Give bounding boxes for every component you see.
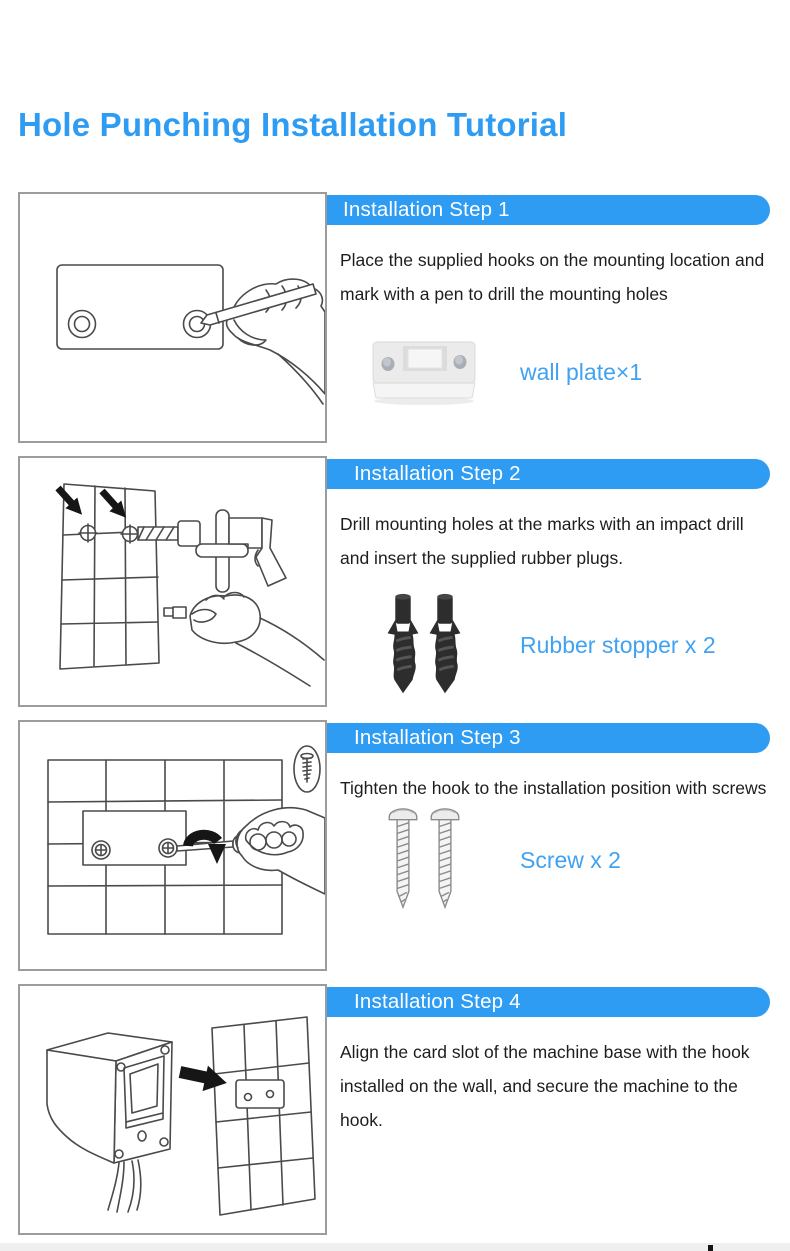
step-4-illustration-box	[18, 984, 327, 1235]
step-2-product-row	[327, 591, 770, 699]
step-3-row	[18, 720, 767, 971]
step-4-banner: Installation Step 4	[327, 987, 770, 1017]
wall-plate-photo-icon	[327, 335, 520, 409]
machine-mounting-illustration-icon	[20, 986, 325, 1233]
screw-count-label: Screw x 2	[520, 846, 621, 873]
step-2-description: Drill mounting holes at the marks with an impact drill and insert the supplied rubber plugs.	[340, 514, 744, 568]
step-1-illustration-box	[18, 192, 327, 443]
screwdriver-illustration-icon	[20, 722, 325, 969]
step-2-banner: Installation Step 2	[327, 459, 770, 489]
page-bottom-divider	[0, 1243, 790, 1251]
step-2-content	[327, 456, 770, 707]
step-rows	[18, 192, 767, 1248]
pen-marking-illustration-icon	[20, 194, 325, 441]
step-4-description: Align the card slot of the machine base with the hook installed on the wall, and secure the machine to the hook.	[340, 1042, 750, 1130]
page-title: Hole Punching Installation Tutorial	[18, 106, 568, 143]
rubber-stoppers-photo-icon	[327, 591, 520, 699]
step-1-banner: Installation Step 1	[327, 195, 770, 225]
step-2-row	[18, 456, 767, 707]
wall-plate-count-label: wall plate×1	[520, 358, 643, 385]
step-1-product-row	[327, 335, 770, 409]
step-3-description: Tighten the hook to the installation position with screws	[340, 778, 767, 798]
step-1-row	[18, 192, 767, 443]
step-4-row	[18, 984, 767, 1235]
screws-photo-icon	[327, 805, 520, 915]
step-1-content	[327, 192, 770, 443]
step-3-illustration-box	[18, 720, 327, 971]
step-3-content	[327, 720, 770, 971]
step-4-content	[327, 984, 770, 1235]
step-3-product-row	[327, 805, 770, 915]
impact-drill-illustration-icon	[20, 458, 325, 705]
step-1-description: Place the supplied hooks on the mounting location and mark with a pen to drill the mounting holes	[340, 250, 765, 304]
rubber-stopper-count-label: Rubber stopper x 2	[520, 631, 716, 658]
step-2-illustration-box	[18, 456, 327, 707]
page-bottom-mark	[708, 1245, 713, 1251]
step-3-banner: Installation Step 3	[327, 723, 770, 753]
